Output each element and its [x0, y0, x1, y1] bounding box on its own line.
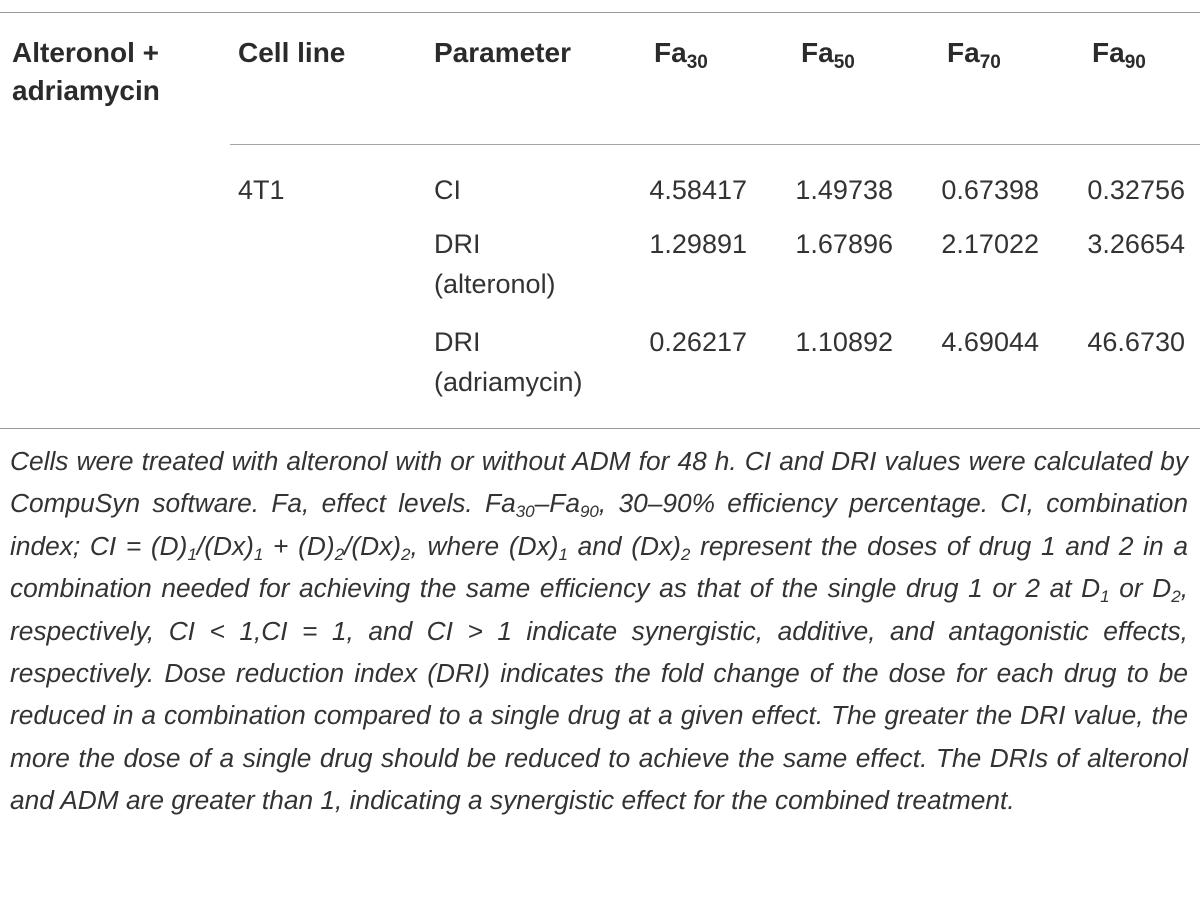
- table-row-2-parameter: [434, 224, 556, 304]
- header-combination: [12, 34, 160, 110]
- header-divider-rule: [230, 144, 1200, 145]
- footnote-text-4: /(Dx): [196, 530, 254, 561]
- table-row-3-fa90: 46.6730: [1087, 327, 1185, 357]
- table-row-2-fa50: 1.67896: [795, 229, 893, 259]
- table-row-3-fa50: 1.10892: [795, 327, 893, 357]
- footnote-sub-10: 2: [1171, 587, 1181, 607]
- footnote-text-9: represent the doses of drug 1 and 2 in a combination needed for achieving the same efficiency as that of the single drug 1 or 2 at D: [10, 530, 1188, 604]
- footnote-text-2: –Fa: [534, 488, 580, 519]
- header-combination-line2: adriamycin: [12, 75, 160, 106]
- header-fa30: [654, 34, 708, 72]
- header-fa30-sub: 30: [686, 52, 708, 73]
- table-row-2-fa30: 1.29891: [649, 229, 747, 259]
- header-parameter: Parameter: [434, 37, 571, 68]
- footnote-sub-2: 90: [579, 502, 599, 522]
- header-combination-line1: Alteronol +: [12, 37, 160, 68]
- footnote-sub-8: 2: [680, 544, 691, 564]
- header-cell-line: Cell line: [238, 37, 346, 68]
- cell-line-value: 4T1: [238, 175, 285, 205]
- table-row-1-fa70: 0.67398: [941, 175, 1039, 205]
- header-fa70: [947, 34, 1001, 72]
- footnote-text-8: and (Dx): [567, 530, 681, 561]
- footnote-text-5: + (D): [263, 530, 335, 561]
- header-fa30-base: Fa: [654, 37, 687, 68]
- table-row-3-fa30: 0.26217: [649, 327, 747, 357]
- footnote-text-11: , respectively, CI < 1,CI = 1, and CI > 1 indicate synergistic, additive, and antagonistic effects, respectively. Dose reduction index (DRI) indicates the fold change of the dose for each drug to be reduced in a combination compared to a single drug at a given effect. The greater the DRI value, the more the dose of a single drug should be reduced to achieve the same effect. The DRIs of alteronol and ADM are greater than 1, indicating a synergistic effect for the combined treatment.: [10, 573, 1188, 816]
- table-row-2-parameter-line1: DRI: [434, 229, 481, 259]
- header-fa70-base: Fa: [947, 37, 980, 68]
- table-bottom-rule: [0, 428, 1200, 429]
- footnote-sub-7: 1: [558, 544, 568, 564]
- footnote-sub-3: 1: [187, 544, 197, 564]
- table-footnote: [10, 440, 1188, 822]
- header-fa70-sub: 70: [979, 52, 1001, 73]
- table-row-1-fa90: 0.32756: [1087, 175, 1185, 205]
- table-row-3-parameter: [434, 322, 583, 402]
- footnote-sub-5: 2: [334, 544, 345, 564]
- header-fa90: [1092, 34, 1146, 72]
- header-fa50: [801, 34, 855, 72]
- footnote-text-6: /(Dx): [344, 530, 402, 561]
- table-row-2-fa70: 2.17022: [941, 229, 1039, 259]
- table-row-2-parameter-line2: (alteronol): [434, 269, 556, 299]
- table-row-1-fa50: 1.49738: [795, 175, 893, 205]
- table-row-1-fa30: 4.58417: [649, 175, 747, 205]
- table-row-3-parameter-line2: (adriamycin): [434, 367, 583, 397]
- footnote-sub-4: 1: [253, 544, 264, 564]
- footnote-sub-9: 1: [1100, 587, 1110, 607]
- footnote-sub-1: 30: [515, 502, 535, 522]
- footnote-text-1: Cells were treated with alteronol with or without ADM for 48 h. CI and DRI values were calculated by CompuSyn software. Fa, effect levels. Fa: [10, 446, 1188, 519]
- header-fa90-base: Fa: [1092, 37, 1125, 68]
- table-top-rule: [0, 12, 1200, 13]
- header-fa50-sub: 50: [833, 52, 855, 73]
- footnote-text-10: or D: [1109, 573, 1172, 604]
- table-row-3-parameter-line1: DRI: [434, 327, 481, 357]
- table-row-3-fa70: 4.69044: [941, 327, 1039, 357]
- footnote-sub-6: 2: [401, 544, 411, 564]
- footnote-text-3: , 30–90% efficiency percentage. CI, combination index; CI = (D): [10, 488, 1188, 561]
- footnote-text-7: , where (Dx): [410, 530, 559, 561]
- table-row-1-parameter: CI: [434, 175, 461, 205]
- header-fa90-sub: 90: [1124, 52, 1146, 73]
- header-fa50-base: Fa: [801, 37, 834, 68]
- table-row-2-fa90: 3.26654: [1087, 229, 1185, 259]
